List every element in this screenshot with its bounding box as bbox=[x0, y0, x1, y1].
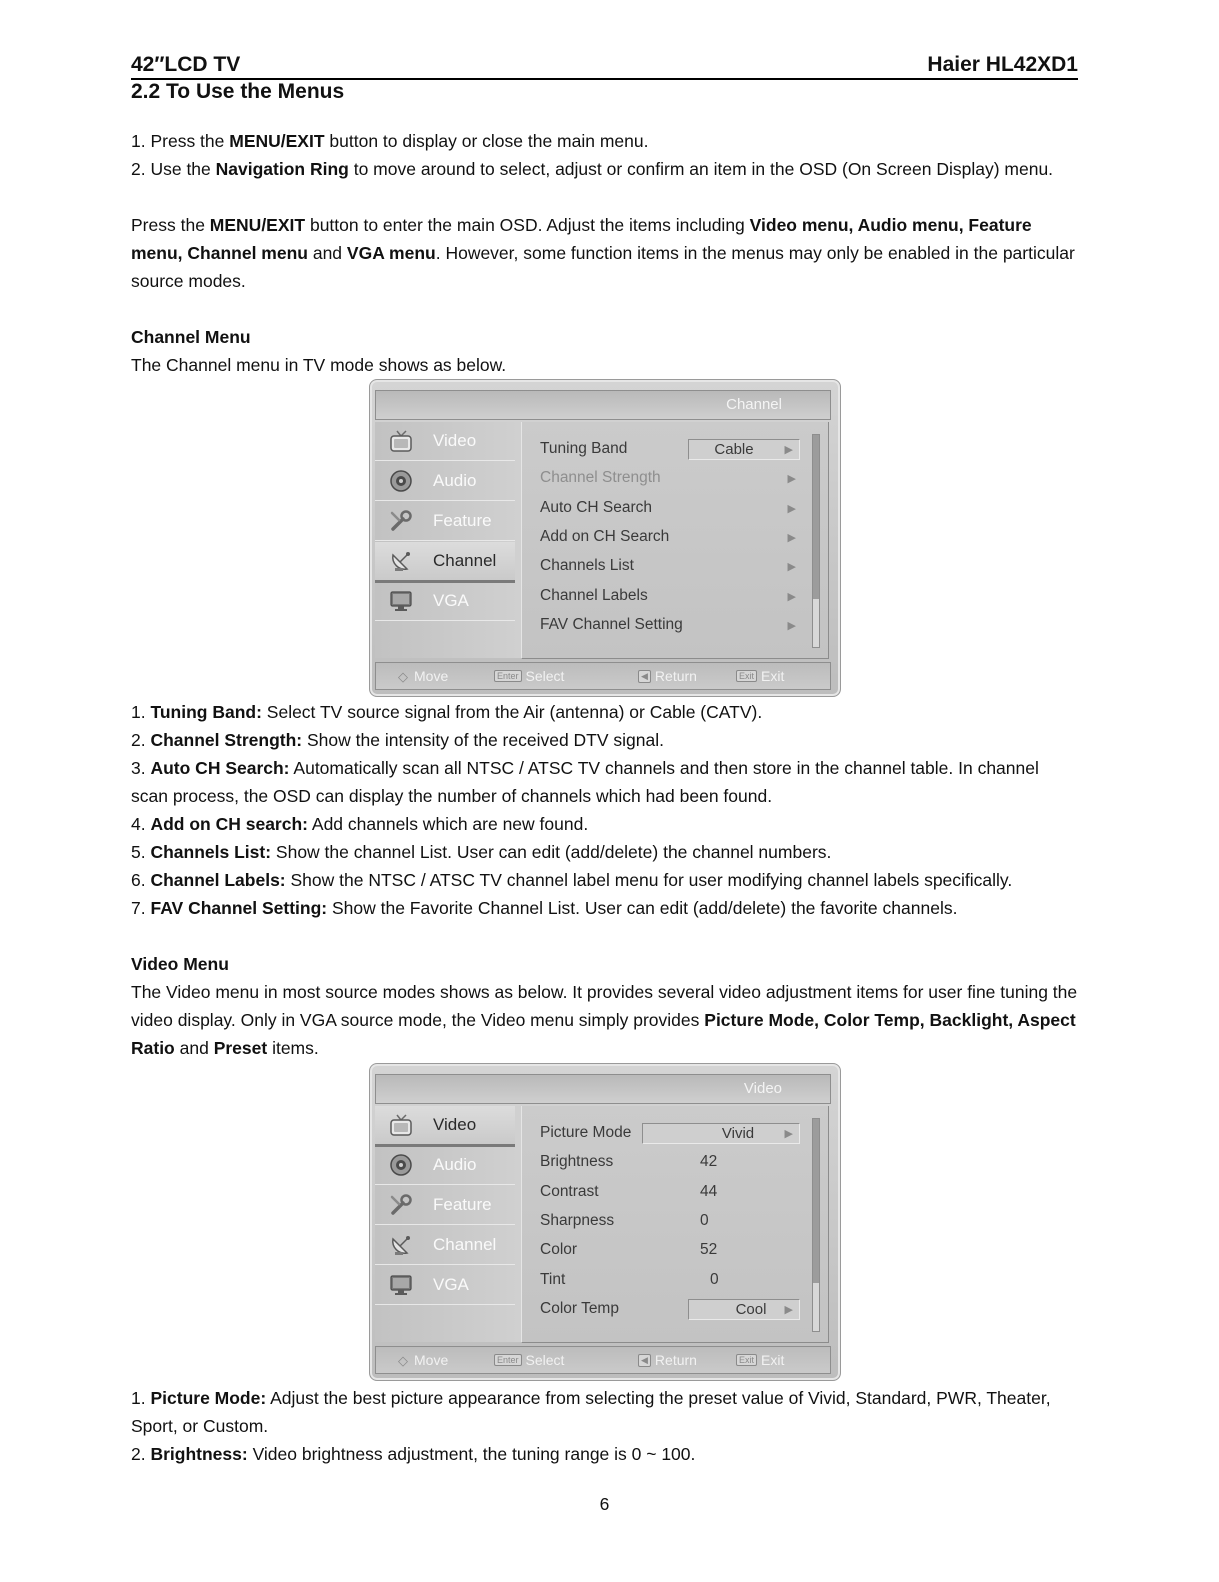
osd-footer-label: Return bbox=[654, 668, 697, 684]
intro-step-2 bbox=[131, 155, 1078, 183]
osd-menu-label: Audio bbox=[433, 471, 477, 490]
bold-term: MENU/EXIT bbox=[229, 131, 325, 151]
text-run: 2. bbox=[131, 730, 151, 750]
channel-item-4 bbox=[131, 810, 1078, 838]
text-run: Show the intensity of the received DTV signal. bbox=[302, 730, 664, 750]
osd-menu-item-feature bbox=[375, 1186, 515, 1225]
osd-option-label: Auto CH Search bbox=[540, 498, 652, 516]
intro-step-1 bbox=[131, 127, 1078, 155]
text-run: button to display or close the main menu. bbox=[324, 131, 649, 151]
right-arrow-icon: ▶ bbox=[787, 590, 796, 603]
osd-option-label: Channel Strength bbox=[540, 469, 661, 487]
channel-osd-screenshot bbox=[369, 379, 841, 697]
osd-title-bar bbox=[375, 390, 831, 420]
video-menu-lead bbox=[131, 978, 1078, 1062]
osd-option-value: 44 bbox=[700, 1182, 718, 1200]
text-run: 7. bbox=[131, 898, 151, 918]
text-run: to move around to select, adjust or confirm an item in the OSD (On Screen Display) menu. bbox=[348, 159, 1054, 179]
osd-option-label: Add on CH Search bbox=[540, 527, 670, 545]
osd-option-label: Color bbox=[540, 1241, 578, 1259]
bold-term: Tuning Band: bbox=[150, 702, 262, 722]
text-run: 6. bbox=[131, 870, 151, 890]
channel-item-1 bbox=[131, 698, 1078, 726]
text-run: 4. bbox=[131, 814, 151, 834]
intro-paragraph bbox=[131, 211, 1078, 295]
channel-menu-heading: Channel Menu bbox=[131, 327, 251, 347]
bold-term: VGA menu bbox=[346, 243, 436, 263]
text-run: 3. bbox=[131, 758, 151, 778]
osd-menu-label: Audio bbox=[433, 1155, 477, 1174]
bold-term: Brightness: bbox=[150, 1444, 248, 1464]
text-run: Video brightness adjustment, the tuning range is 0 ~ 100. bbox=[247, 1444, 696, 1464]
page-number: 6 bbox=[599, 1494, 610, 1514]
speaker-icon bbox=[389, 1153, 413, 1177]
osd-footer-hint-return bbox=[638, 1352, 697, 1368]
osd-submenu bbox=[521, 422, 829, 659]
right-arrow-icon: ▶ bbox=[784, 1128, 793, 1140]
channel-item-6 bbox=[131, 866, 1078, 894]
tv-icon bbox=[389, 1113, 413, 1137]
osd-option-value: 0 bbox=[700, 1211, 709, 1229]
osd-value-box bbox=[688, 439, 800, 460]
text-run: Show the Favorite Channel List. User can edit (add/delete) the favorite channels. bbox=[327, 898, 958, 918]
osd-title: Video bbox=[743, 1080, 782, 1097]
text-run: items. bbox=[267, 1038, 319, 1058]
osd-title-bar bbox=[375, 1074, 831, 1104]
osd-footer-hint-exit bbox=[736, 1352, 784, 1368]
osd-menu-item-feature bbox=[375, 502, 515, 541]
osd-menu-label: VGA bbox=[433, 1275, 469, 1294]
osd-footer-hint-move bbox=[396, 668, 448, 685]
header-model-right: Haier HL42XD1 bbox=[927, 53, 1078, 76]
osd-footer-label: Exit bbox=[761, 1352, 785, 1368]
right-arrow-icon: ▶ bbox=[784, 444, 793, 456]
osd-option-value: Cool bbox=[735, 1300, 767, 1318]
osd-footer-hint-select bbox=[494, 1352, 564, 1368]
tv-icon bbox=[389, 429, 413, 453]
osd-option-label: FAV Channel Setting bbox=[540, 615, 683, 633]
remote-key-icon: Exit bbox=[736, 1354, 757, 1366]
osd-option-value: Vivid bbox=[721, 1125, 755, 1142]
osd-option-value: Cable bbox=[714, 441, 754, 458]
osd-footer-label: Select bbox=[525, 1352, 565, 1368]
bold-term: Picture Mode: bbox=[150, 1388, 267, 1408]
osd-footer-hint-return bbox=[638, 668, 697, 684]
bold-term: Video menu, Audio menu, Feature menu, Channel menu bbox=[131, 215, 1032, 263]
navigation-ring-icon: ◇ bbox=[398, 1353, 408, 1368]
text-run: and bbox=[307, 243, 347, 263]
right-arrow-icon: ▶ bbox=[787, 561, 796, 574]
osd-title: Channel bbox=[726, 396, 782, 413]
osd-menu-item-vga bbox=[375, 582, 515, 621]
bold-term: Channels List: bbox=[150, 842, 272, 862]
osd-value-box bbox=[642, 1123, 800, 1144]
osd-footer-hint-move bbox=[396, 1352, 448, 1369]
video-item-1 bbox=[131, 1384, 1078, 1440]
osd-footer-label: Move bbox=[414, 1352, 449, 1368]
bold-term: FAV Channel Setting: bbox=[150, 898, 328, 918]
text-run: 1. bbox=[131, 1388, 151, 1408]
speaker-icon bbox=[389, 469, 413, 493]
osd-scrollbar bbox=[812, 434, 820, 648]
text-run: 5. bbox=[131, 842, 151, 862]
satellite-dish-icon bbox=[389, 549, 413, 573]
page-header bbox=[131, 52, 1078, 80]
channel-item-5 bbox=[131, 838, 1078, 866]
text-run: . However, some function items in the menus may only be enabled in the particular source modes. bbox=[131, 243, 1075, 291]
text-run: 1. bbox=[131, 702, 151, 722]
osd-footer-hint-exit bbox=[736, 668, 784, 684]
text-run: Add channels which are new found. bbox=[308, 814, 589, 834]
bold-term: Add on CH search: bbox=[150, 814, 308, 834]
osd-submenu bbox=[521, 1106, 829, 1343]
osd-menu-label: Video bbox=[433, 1115, 477, 1134]
right-arrow-icon: ▶ bbox=[787, 531, 796, 544]
remote-key-icon: Exit bbox=[736, 670, 757, 682]
text-run: 2. Use the bbox=[131, 159, 216, 179]
osd-main-menu bbox=[375, 422, 521, 658]
osd-option-value: 0 bbox=[710, 1270, 719, 1288]
osd-menu-item-channel bbox=[375, 1226, 515, 1265]
text-run: Adjust the best picture appearance from selecting the preset value of Vivid, Standard, PWR, Theater, Sport, or Custom. bbox=[131, 1388, 1051, 1436]
osd-option-label: Sharpness bbox=[540, 1211, 615, 1229]
osd-menu-label: Feature bbox=[433, 1195, 492, 1214]
channel-menu-lead: The Channel menu in TV mode shows as below. bbox=[131, 355, 507, 375]
osd-menu-item-audio bbox=[375, 1146, 515, 1185]
remote-key-icon: ◀ bbox=[638, 670, 651, 683]
wrench-icon bbox=[389, 1193, 413, 1217]
bold-term: Navigation Ring bbox=[215, 159, 349, 179]
monitor-icon bbox=[389, 1273, 413, 1297]
osd-main-menu bbox=[375, 1106, 521, 1342]
osd-option-label: Channels List bbox=[540, 557, 634, 575]
osd-menu-item-video bbox=[375, 1106, 515, 1147]
wrench-icon bbox=[389, 509, 413, 533]
osd-menu-item-video bbox=[375, 422, 515, 461]
osd-option-label: Color Temp bbox=[540, 1299, 619, 1317]
osd-menu-item-vga bbox=[375, 1266, 515, 1305]
osd-option-label: Contrast bbox=[540, 1182, 599, 1200]
osd-footer-label: Move bbox=[414, 668, 449, 684]
osd-menu-label: VGA bbox=[433, 591, 469, 610]
channel-item-2 bbox=[131, 726, 1078, 754]
osd-scrollbar bbox=[812, 1118, 820, 1332]
text-run: Press the bbox=[131, 215, 210, 235]
right-arrow-icon: ▶ bbox=[784, 1303, 793, 1316]
right-arrow-icon: ▶ bbox=[787, 502, 796, 515]
osd-value-box bbox=[688, 1299, 800, 1320]
osd-option-label: Picture Mode bbox=[540, 1124, 632, 1141]
satellite-dish-icon bbox=[389, 1233, 413, 1257]
osd-footer bbox=[375, 1346, 831, 1374]
right-arrow-icon: ▶ bbox=[787, 619, 796, 632]
osd-option-label: Channel Labels bbox=[540, 586, 648, 604]
bold-term: Preset bbox=[213, 1038, 268, 1058]
remote-key-icon: Enter bbox=[494, 670, 522, 682]
osd-footer-label: Return bbox=[654, 1352, 697, 1368]
osd-menu-item-audio bbox=[375, 462, 515, 501]
header-model-left: 42″LCD TV bbox=[131, 53, 241, 76]
osd-option-label: Brightness bbox=[540, 1153, 614, 1171]
osd-footer-label: Select bbox=[525, 668, 565, 684]
bold-term: Auto CH Search: bbox=[150, 758, 290, 778]
osd-menu-label: Channel bbox=[433, 551, 497, 570]
channel-item-7 bbox=[131, 894, 1078, 922]
right-arrow-icon: ▶ bbox=[787, 473, 796, 486]
text-run: Automatically scan all NTSC / ATSC TV channels and then store in the channel table. In channel scan process, the OSD can display the number of channels which had been found. bbox=[131, 758, 1039, 806]
osd-menu-label: Channel bbox=[433, 1235, 497, 1254]
text-run: button to enter the main OSD. Adjust the items including bbox=[305, 215, 750, 235]
osd-menu-label: Feature bbox=[433, 511, 492, 530]
bold-term: MENU/EXIT bbox=[209, 215, 306, 235]
osd-footer-hint-select bbox=[494, 668, 564, 684]
monitor-icon bbox=[389, 589, 413, 613]
osd-menu-item-channel bbox=[375, 542, 515, 583]
video-item-2 bbox=[131, 1440, 1078, 1468]
section-title: 2.2 To Use the Menus bbox=[131, 80, 345, 103]
channel-item-3 bbox=[131, 754, 1078, 810]
text-run: Show the NTSC / ATSC TV channel label menu for user modifying channel labels specifically. bbox=[285, 870, 1013, 890]
osd-option-value: 52 bbox=[700, 1241, 718, 1259]
osd-footer-label: Exit bbox=[761, 668, 785, 684]
bold-term: Picture Mode, Color Temp, Backlight, Aspect Ratio bbox=[131, 1010, 1076, 1058]
text-run: Select TV source signal from the Air (antenna) or Cable (CATV). bbox=[261, 702, 763, 722]
bold-term: Channel Strength: bbox=[150, 730, 303, 750]
osd-option-label: Tuning Band bbox=[540, 440, 628, 457]
text-run: Show the channel List. User can edit (add/delete) the channel numbers. bbox=[271, 842, 832, 862]
text-run: The Video menu in most source modes shows as below. It provides several video adjustment items for user fine tuning the video display. Only in VGA source mode, the Video menu simply provides bbox=[131, 982, 1078, 1030]
bold-term: Channel Labels: bbox=[150, 870, 286, 890]
remote-key-icon: Enter bbox=[494, 1354, 522, 1366]
video-menu-heading: Video Menu bbox=[131, 954, 229, 974]
remote-key-icon: ◀ bbox=[638, 1354, 651, 1367]
text-run: and bbox=[174, 1038, 214, 1058]
text-run: 1. Press the bbox=[131, 131, 230, 151]
text-run: 2. bbox=[131, 1444, 151, 1464]
video-osd-screenshot bbox=[369, 1063, 841, 1381]
osd-menu-label: Video bbox=[433, 431, 477, 450]
osd-option-value: 42 bbox=[700, 1153, 718, 1171]
osd-option-label: Tint bbox=[540, 1270, 566, 1288]
navigation-ring-icon: ◇ bbox=[398, 669, 408, 684]
osd-footer bbox=[375, 662, 831, 690]
